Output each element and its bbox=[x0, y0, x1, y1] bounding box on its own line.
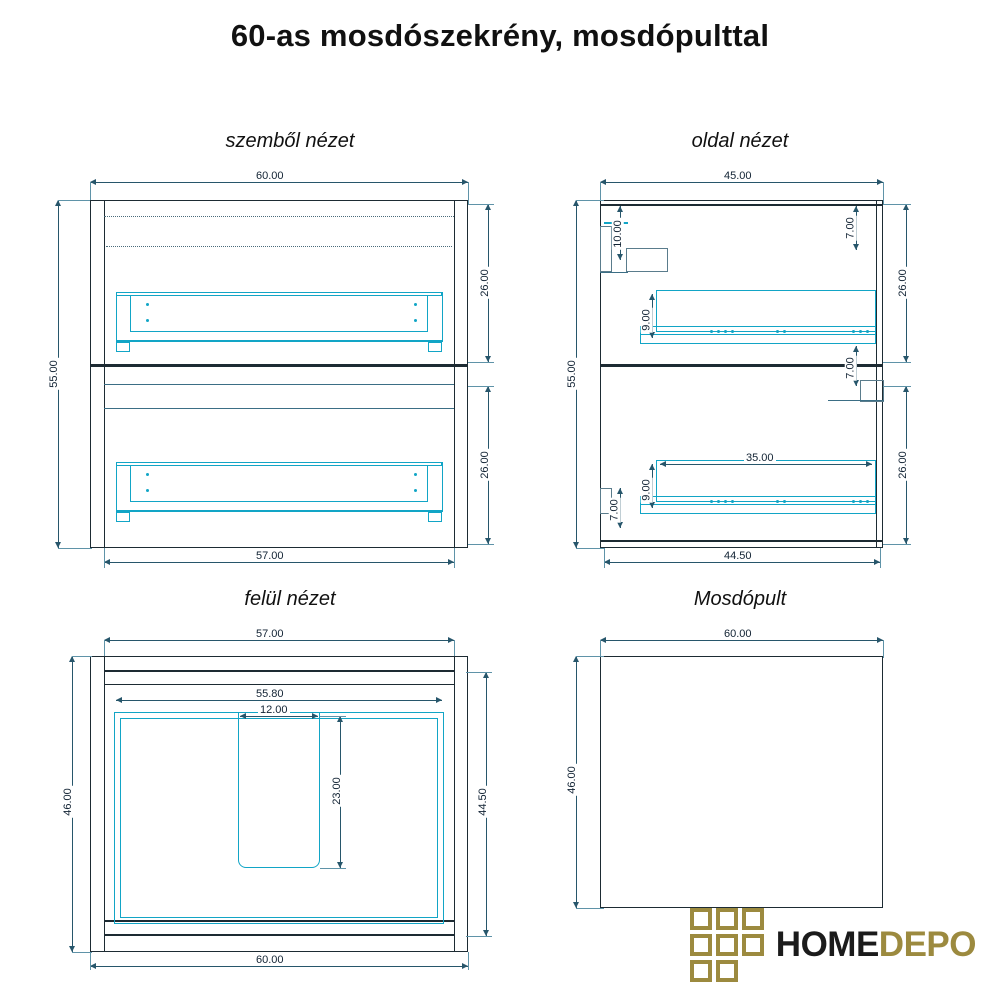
front-lower-bracket-right bbox=[428, 512, 442, 522]
side-back-panel bbox=[876, 200, 877, 548]
runner-hole bbox=[731, 500, 734, 503]
logo-cell bbox=[742, 908, 764, 930]
arrow bbox=[853, 206, 859, 212]
ext-line bbox=[883, 182, 884, 204]
ext-line bbox=[883, 640, 884, 658]
dim-line-top-inner-width bbox=[116, 700, 442, 701]
runner-hole bbox=[866, 500, 869, 503]
dim-line-front-width-bottom bbox=[104, 562, 454, 563]
drawer-fixing-dot bbox=[146, 473, 149, 476]
arrow bbox=[649, 464, 655, 470]
arrow bbox=[866, 461, 872, 467]
runner-hole bbox=[724, 500, 727, 503]
side-lower-runner bbox=[640, 496, 876, 514]
dim-top-width-bottom: 60.00 bbox=[256, 954, 284, 966]
arrow bbox=[436, 697, 442, 703]
runner-hole bbox=[859, 500, 862, 503]
dim-counter-depth: 46.00 bbox=[565, 766, 578, 794]
drawer-fixing-dot bbox=[414, 319, 417, 322]
runner-hole bbox=[717, 500, 720, 503]
view-label-side: oldal nézet bbox=[691, 130, 789, 152]
drawer-fixing-dot bbox=[146, 319, 149, 322]
logo-cell bbox=[690, 934, 712, 956]
logo-cell bbox=[690, 960, 712, 982]
arrow bbox=[649, 332, 655, 338]
dim-line-side-depth-top bbox=[600, 182, 883, 183]
ext-line bbox=[58, 200, 92, 201]
dim-front-drawer-lower: 26.00 bbox=[478, 451, 491, 479]
ext-line bbox=[883, 386, 911, 387]
arrow bbox=[116, 697, 122, 703]
view-label-top: felül nézet bbox=[244, 588, 336, 610]
front-left-panel bbox=[104, 200, 105, 548]
arrow bbox=[617, 488, 623, 494]
dim-front-height-total: 55.00 bbox=[47, 360, 60, 388]
runner-hole bbox=[783, 330, 786, 333]
runner-hole bbox=[852, 330, 855, 333]
runner-hole bbox=[724, 330, 727, 333]
front-upper-bracket-right bbox=[428, 342, 442, 352]
side-mount-bracket-mid bbox=[860, 380, 884, 402]
front-lower-drawer-bottom bbox=[116, 510, 442, 512]
runner-hole bbox=[859, 330, 862, 333]
ext-line bbox=[320, 716, 346, 717]
logo-text-depo: DEPO bbox=[878, 925, 976, 964]
dim-top-width-top: 57.00 bbox=[256, 628, 284, 640]
dim-top-depth-left: 46.00 bbox=[61, 788, 74, 816]
front-mid-line bbox=[104, 384, 454, 385]
dim-side-drawer-upper: 26.00 bbox=[896, 269, 909, 297]
counter-body bbox=[600, 656, 883, 908]
dim-counter-width: 60.00 bbox=[724, 628, 752, 640]
runner-hole bbox=[731, 330, 734, 333]
logo-cell-empty bbox=[742, 960, 764, 982]
front-lower-bracket-left bbox=[116, 512, 130, 522]
arrow bbox=[240, 713, 246, 719]
arrow bbox=[649, 502, 655, 508]
dim-side-depth-top: 45.00 bbox=[724, 170, 752, 182]
logo-text-home: HOME bbox=[775, 925, 879, 964]
drawer-fixing-dot bbox=[414, 489, 417, 492]
dim-side-drawer-lower: 26.00 bbox=[896, 451, 909, 479]
ext-line bbox=[320, 868, 346, 869]
ext-line bbox=[468, 544, 494, 545]
dim-side-inset-right: 7.00 bbox=[844, 217, 857, 239]
drawer-fixing-dot bbox=[146, 303, 149, 306]
ext-line bbox=[72, 656, 92, 657]
dim-line-side-inner-width bbox=[660, 464, 872, 465]
side-top-panel bbox=[600, 204, 883, 206]
dim-line-counter-width bbox=[600, 640, 883, 641]
top-front-panel-2 bbox=[104, 934, 454, 936]
page-title: 60-as mosdószekrény, mosdópulttal bbox=[230, 18, 770, 53]
ext-line bbox=[468, 204, 494, 205]
dim-top-inner-width: 55.80 bbox=[256, 688, 284, 700]
ext-line bbox=[466, 672, 492, 673]
dim-line-top-cut-width bbox=[240, 716, 318, 717]
dim-front-drawer-upper: 26.00 bbox=[478, 269, 491, 297]
front-mid-line-2 bbox=[104, 408, 454, 409]
drawer-fixing-dot bbox=[414, 473, 417, 476]
ext-line bbox=[468, 386, 494, 387]
logo-cell bbox=[716, 908, 738, 930]
ext-line bbox=[454, 548, 455, 568]
runner-hole bbox=[717, 330, 720, 333]
ext-line bbox=[104, 548, 105, 568]
runner-hole bbox=[710, 500, 713, 503]
dim-side-offset-lower-left: 7.00 bbox=[608, 499, 621, 521]
arrow bbox=[853, 244, 859, 250]
ext-line bbox=[468, 952, 469, 970]
ext-line bbox=[58, 548, 92, 549]
ext-line bbox=[468, 182, 469, 204]
arrow bbox=[617, 522, 623, 528]
top-back-panel bbox=[104, 670, 454, 672]
front-upper-drawer-left bbox=[116, 292, 117, 342]
runner-hole bbox=[866, 330, 869, 333]
dim-side-inner-width: 35.00 bbox=[746, 452, 774, 464]
dim-side-rail-upper: 9.00 bbox=[640, 309, 653, 331]
front-lower-drawer-front bbox=[130, 466, 428, 502]
front-mid-divider bbox=[90, 364, 468, 367]
runner-hole bbox=[783, 500, 786, 503]
front-upper-drawer-front bbox=[130, 296, 428, 332]
front-inner-dotted-line bbox=[104, 216, 454, 218]
runner-hole bbox=[776, 500, 779, 503]
ext-line bbox=[72, 952, 92, 953]
ext-line bbox=[576, 548, 604, 549]
drawer-fixing-dot bbox=[414, 303, 417, 306]
dim-line-top-width bbox=[104, 640, 454, 641]
side-upper-runner-line bbox=[640, 334, 876, 335]
ext-line bbox=[604, 548, 605, 568]
arrow bbox=[617, 206, 623, 212]
arrow bbox=[853, 346, 859, 352]
ext-line bbox=[883, 544, 911, 545]
runner-hole bbox=[710, 330, 713, 333]
logo-cell bbox=[742, 934, 764, 956]
ext-line bbox=[576, 200, 604, 201]
view-label-front: szemből nézet bbox=[225, 130, 355, 152]
ext-line bbox=[468, 362, 494, 363]
side-upper-runner bbox=[640, 326, 876, 344]
front-lower-drawer-left bbox=[116, 462, 117, 512]
ext-line bbox=[883, 362, 911, 363]
front-inner-dotted-line-2 bbox=[106, 246, 452, 247]
side-mid-divider bbox=[600, 364, 883, 367]
brand-logo bbox=[690, 908, 976, 982]
front-right-panel bbox=[454, 200, 455, 548]
dim-line-front-width-top bbox=[90, 182, 468, 183]
side-lower-runner-line bbox=[640, 504, 876, 505]
logo-cell bbox=[716, 934, 738, 956]
ext-line bbox=[576, 908, 604, 909]
dim-line-side-depth-bottom bbox=[604, 562, 880, 563]
arrow bbox=[617, 254, 623, 260]
runner-hole bbox=[776, 330, 779, 333]
dim-line-top-width-bottom bbox=[90, 966, 468, 967]
logo-cell bbox=[716, 960, 738, 982]
logo-grid-icon bbox=[690, 908, 764, 982]
drawer-fixing-dot bbox=[146, 489, 149, 492]
top-sink-cutout bbox=[238, 712, 320, 868]
dim-side-depth-bottom: 44.50 bbox=[724, 550, 752, 562]
top-left-panel bbox=[104, 656, 105, 952]
dim-side-offset-upper-right: 7.00 bbox=[844, 357, 857, 379]
dim-top-cut-width: 12.00 bbox=[260, 704, 288, 716]
dim-top-depth-right: 44.50 bbox=[476, 788, 489, 816]
side-mount-mid-line bbox=[828, 400, 884, 401]
arrow bbox=[660, 461, 666, 467]
ext-line bbox=[880, 548, 881, 568]
dim-front-width-top: 60.00 bbox=[256, 170, 284, 182]
ext-line bbox=[883, 204, 911, 205]
side-wall-hanger bbox=[626, 248, 668, 272]
arrow bbox=[312, 713, 318, 719]
top-right-panel bbox=[454, 656, 455, 952]
top-back-panel-2 bbox=[104, 684, 454, 685]
ext-line bbox=[90, 952, 91, 970]
view-label-counter: Mosdópult bbox=[693, 588, 787, 610]
front-upper-bracket-left bbox=[116, 342, 130, 352]
side-bottom-panel bbox=[600, 540, 883, 542]
side-mount-base bbox=[600, 272, 628, 273]
dim-side-inset-left: 10.00 bbox=[611, 220, 624, 248]
runner-hole bbox=[852, 500, 855, 503]
arrow bbox=[649, 294, 655, 300]
dim-front-width-bottom: 57.00 bbox=[256, 550, 284, 562]
logo-wordmark bbox=[776, 925, 976, 965]
side-mount-bracket bbox=[600, 226, 612, 272]
front-lower-drawer-right bbox=[442, 462, 443, 512]
logo-cell bbox=[690, 908, 712, 930]
dim-top-cut-depth: 23.00 bbox=[330, 777, 343, 805]
dim-side-height-total: 55.00 bbox=[565, 360, 578, 388]
ext-line bbox=[466, 936, 492, 937]
dim-side-rail-lower: 9.00 bbox=[640, 479, 653, 501]
front-upper-drawer-bottom bbox=[116, 340, 442, 342]
arrow bbox=[853, 380, 859, 386]
front-upper-drawer-right bbox=[442, 292, 443, 342]
ext-line bbox=[576, 656, 604, 657]
